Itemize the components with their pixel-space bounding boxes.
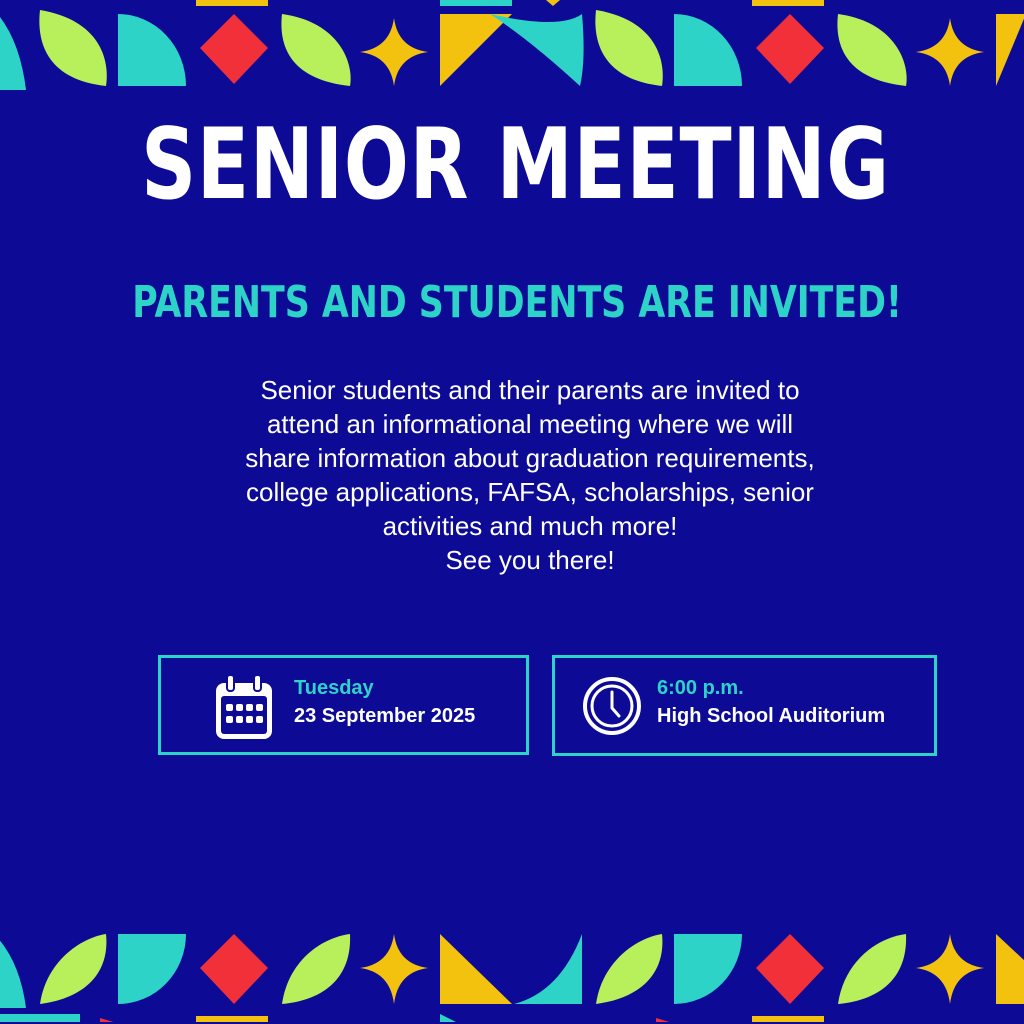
meeting-day: Tuesday: [294, 677, 374, 699]
bottom-decorative-pattern: [0, 932, 1024, 1022]
pattern-tile: [596, 934, 1024, 1022]
clock-icon: [582, 674, 642, 743]
description-line: attend an informational meeting where we will: [266, 409, 794, 439]
top-decorative-pattern: [0, 0, 1024, 90]
time-location-box: [552, 655, 937, 756]
calendar-icon: [213, 674, 275, 747]
description-line: See you there!: [445, 545, 615, 575]
invitation-subtitle: PARENTS AND STUDENTS ARE INVITED!: [132, 277, 902, 328]
description-line: college applications, FAFSA, scholarships, senior: [246, 477, 814, 507]
description-line: share information about graduation requirements,: [245, 443, 815, 473]
meeting-time: 6:00 p.m.: [657, 677, 744, 699]
page-title: SENIOR MEETING: [141, 108, 890, 222]
pattern-tile: [0, 934, 582, 1022]
description-text: [140, 373, 920, 577]
date-box: [158, 655, 529, 755]
description-line: activities and much more!: [382, 511, 678, 541]
description-line: Senior students and their parents are invited to: [260, 375, 800, 405]
meeting-location: High School Auditorium: [657, 705, 886, 727]
pattern-tile: [595, 0, 1024, 86]
pattern-tile: [0, 0, 584, 90]
meeting-date: 23 September 2025: [294, 705, 476, 727]
